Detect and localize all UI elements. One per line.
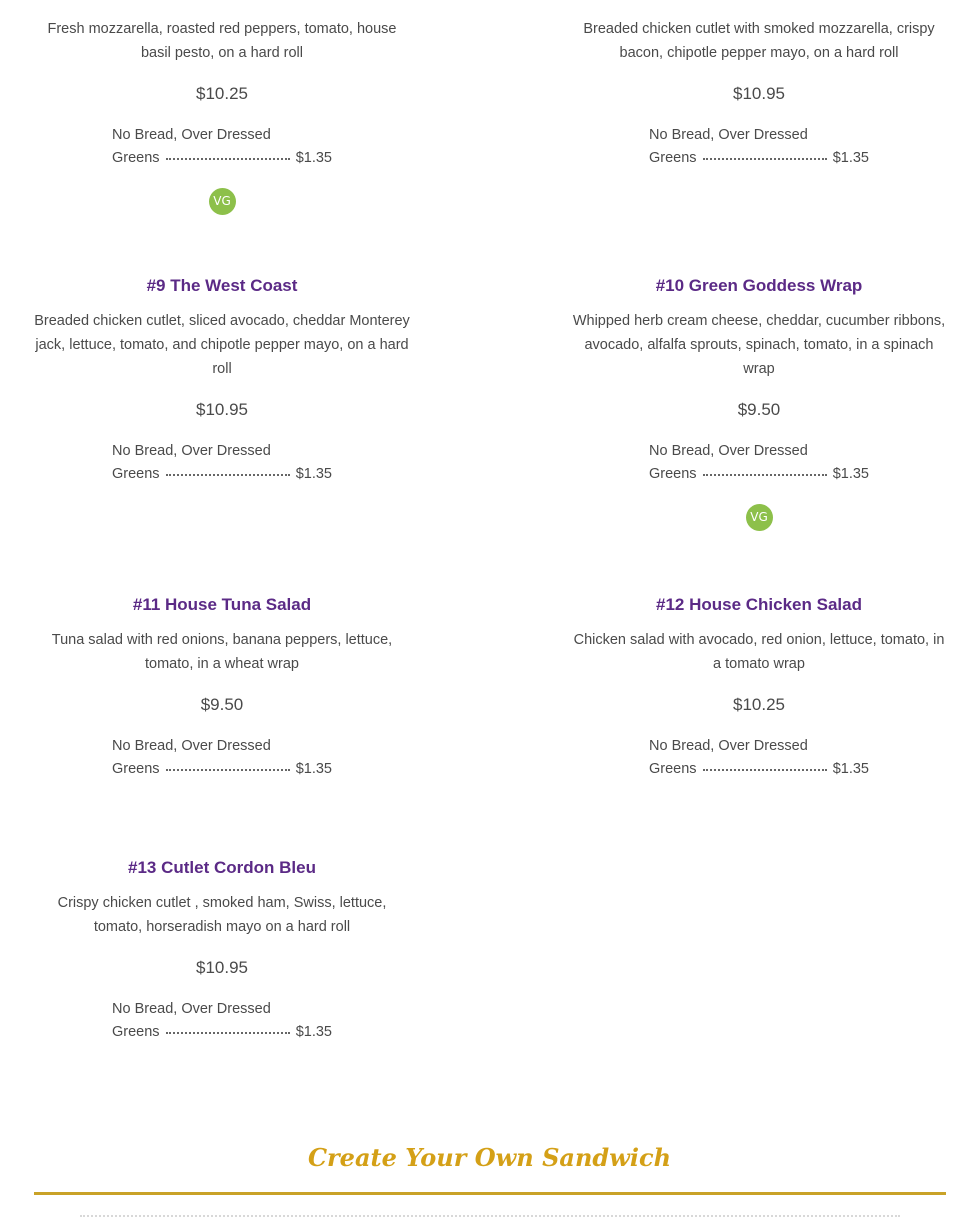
leader-dots [166, 157, 290, 160]
item-price: $9.50 [737, 400, 781, 419]
item-price: $10.25 [733, 695, 785, 714]
addon-price: $1.35 [832, 150, 869, 166]
addon-price: $1.35 [832, 466, 869, 482]
item-description: Crispy chicken cutlet , smoked ham, Swiss, lettuce, tomato, horseradish mayo on a hard roll [57, 895, 387, 935]
item-title: #12 House Chicken Salad [656, 595, 862, 614]
leader-dots [166, 473, 290, 476]
vegetarian-badge-icon: VG [209, 188, 236, 215]
addon-price: $1.35 [295, 1024, 332, 1040]
addon-option [112, 998, 332, 1044]
menu-item [569, 594, 949, 781]
addon-label: No Bread, Over Dressed [649, 738, 808, 754]
menu-item [32, 594, 412, 781]
addon-price: $1.35 [832, 761, 869, 777]
leader-dots [166, 1031, 290, 1034]
item-price: $10.95 [196, 400, 248, 419]
addon-price: $1.35 [295, 761, 332, 777]
item-description: Tuna salad with red onions, banana peppers, lettuce, tomato, in a wheat wrap [51, 632, 393, 672]
addon-option [112, 735, 332, 781]
item-price: $9.50 [200, 695, 244, 714]
menu-item [569, 17, 949, 170]
section-title: Create Your Own Sandwich [307, 1143, 672, 1172]
item-title: #11 House Tuna Salad [132, 595, 312, 614]
addon-label: No Bread, Over Dressed [112, 738, 271, 754]
menu-item [32, 857, 412, 1044]
item-description: Whipped herb cream cheese, cheddar, cucumber ribbons, avocado, alfalfa sprouts, spinach, tomato, in a spinach wrap [572, 313, 946, 377]
item-price: $10.95 [196, 958, 248, 977]
addon-option [112, 440, 332, 486]
item-description: Chicken salad with avocado, red onion, lettuce, tomato, in a tomato wrap [573, 632, 945, 672]
leader-dots [703, 473, 827, 476]
addon-option [649, 735, 869, 781]
menu-item [569, 275, 949, 531]
addon-label: No Bread, Over Dressed [649, 127, 808, 143]
item-description: Fresh mozzarella, roasted red peppers, tomato, house basil pesto, on a hard roll [47, 21, 397, 61]
addon-option [649, 124, 869, 170]
menu-item [32, 17, 412, 215]
addon-label-cont: Greens [649, 150, 697, 166]
addon-label-cont: Greens [112, 761, 160, 777]
addon-option [112, 124, 332, 170]
menu-item [32, 275, 412, 486]
item-description: Breaded chicken cutlet with smoked mozzarella, crispy bacon, chipotle pepper mayo, on a hard roll [583, 21, 935, 61]
addon-label: No Bread, Over Dressed [112, 1001, 271, 1017]
leader-dots [166, 768, 290, 771]
item-title: #10 Green Goddess Wrap [655, 276, 863, 295]
item-title: #13 Cutlet Cordon Bleu [128, 858, 316, 877]
addon-label: No Bread, Over Dressed [112, 127, 271, 143]
item-title: #9 The West Coast [146, 276, 298, 295]
addon-label: No Bread, Over Dressed [649, 443, 808, 459]
vegetarian-badge-icon: VG [746, 504, 773, 531]
partial-content-edge [80, 1212, 900, 1217]
addon-price: $1.35 [295, 150, 332, 166]
leader-dots [703, 157, 827, 160]
addon-label-cont: Greens [112, 1024, 160, 1040]
item-description: Breaded chicken cutlet, sliced avocado, cheddar Monterey jack, lettuce, tomato, and chipotle pepper mayo, on a hard roll [34, 313, 410, 377]
leader-dots [703, 768, 827, 771]
addon-label-cont: Greens [112, 150, 160, 166]
addon-label: No Bread, Over Dressed [112, 443, 271, 459]
addon-label-cont: Greens [649, 761, 697, 777]
addon-price: $1.35 [295, 466, 332, 482]
addon-option [649, 440, 869, 486]
addon-label-cont: Greens [649, 466, 697, 482]
section-divider [34, 1192, 946, 1195]
item-price: $10.25 [196, 84, 248, 103]
item-price: $10.95 [733, 84, 785, 103]
addon-label-cont: Greens [112, 466, 160, 482]
